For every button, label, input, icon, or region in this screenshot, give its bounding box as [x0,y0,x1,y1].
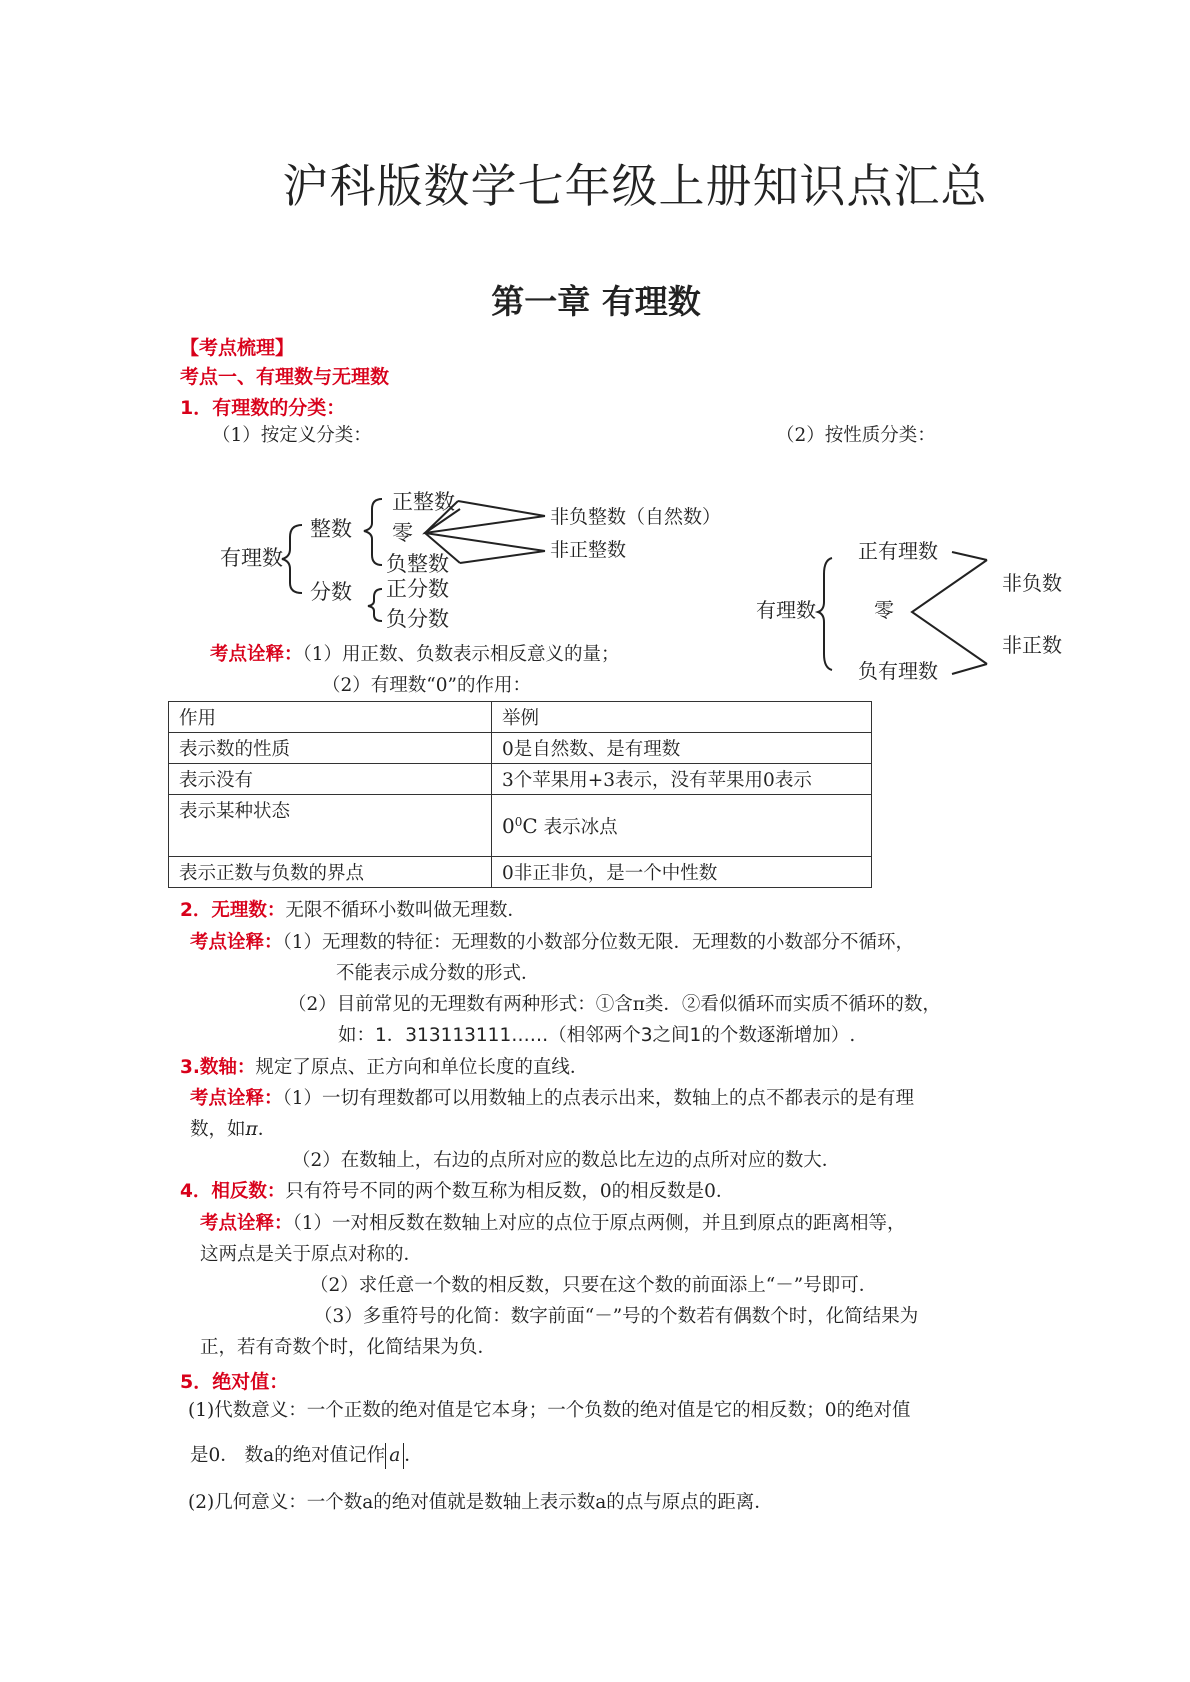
diag2-link-3 [952,664,987,674]
diag1-zero: 零 [392,521,413,545]
item3-text: 规定了原点、正方向和单位长度的直线． [255,1057,589,1078]
item2-heading: 2．无理数： [180,900,286,921]
item5-p1b [190,1443,423,1469]
table-cell: 表示某种状态 [169,795,492,857]
note1-text1: （1）用正数、负数表示相反意义的量； [302,644,620,665]
item2-note1a: （1）无理数的特征：无理数的小数部分位数无限．无理数的小数部分不循环， [282,932,915,953]
diag2-nonnegative: 非负数 [1002,571,1062,595]
table-row [169,857,872,888]
note-label: 考点诠释： [190,1088,283,1109]
item2-note2b-post: （相邻两个 [548,1025,641,1046]
temperature-zero: 0 [502,813,515,838]
diag1-root: 有理数 [220,546,283,570]
item1-heading: 1．有理数的分类： [180,397,346,419]
zero-function-table [168,701,872,888]
item5-p1b-text: 是0． 数a的绝对值记作 [190,1445,386,1466]
table-cell: 表示正数与负数的界点 [169,857,492,888]
item3-note2: （2）在数轴上，右边的点所对应的数总比左边的点所对应的数大． [292,1150,841,1171]
diag1-nonpositive-integer: 非正整数 [550,539,627,561]
item5-p2: (2)几何意义：一个数a的绝对值就是数轴上表示数a的点与原点的距离． [188,1492,773,1513]
item2-note2b-number: 1．313113111…… [375,1025,549,1046]
item2-note2a: （2）目前常见的无理数有两种形式：①含π类．②看似循环而实质不循环的数， [288,994,941,1015]
item4-note1-line [200,1211,906,1237]
diag1-nonnegative-integer: 非负整数（自然数） [550,506,722,528]
diag2-root: 有理数 [756,598,816,622]
freezing-point-text: 表示冰点 [543,816,618,838]
table-row [169,733,872,764]
item5-p1a: (1)代数意义：一个正数的绝对值是它本身；一个负数的绝对值是它的相反数；0的绝对值 [188,1400,911,1421]
table-cell: 表示没有 [169,764,492,795]
item4-line [180,1179,734,1205]
diag1-fraction-brace [368,589,382,621]
item3-note1c: ． [257,1119,277,1140]
table-row [169,764,872,795]
note-label: 考点诠释： [200,1213,293,1234]
diag1-negative-fraction: 负分数 [386,607,449,631]
diag2-nonpositive: 非正数 [1002,633,1062,657]
item2-note2b-end: 的个数逐渐增加）. [701,1025,856,1046]
item3-heading: 3.数轴： [180,1057,256,1078]
diag1-link-1 [458,501,545,516]
item4-note3a: （3）多重符号的化简：数字前面“－”号的个数若有偶数个时，化简结果为 [314,1306,919,1327]
diag2-link-1 [912,560,987,664]
item2-note1b: 不能表示成分数的形式． [336,963,540,984]
diag1-integer: 整数 [310,517,352,541]
item3-line [180,1055,588,1081]
table-cell [492,795,872,857]
note-label: 考点诠释： [190,932,283,953]
pi-symbol: π [245,1119,258,1140]
classification-by-definition-label: （1）按定义分类： [212,425,372,446]
diag1-positive-integer: 正整数 [392,490,455,514]
diag1-negative-integer: 负整数 [386,552,449,576]
table-header-function: 作用 [169,702,492,733]
diag2-negative-rational: 负有理数 [858,659,938,680]
table-cell: 0是自然数、是有理数 [492,733,872,764]
diag1-fraction: 分数 [310,580,352,604]
classification-by-property-label: （2）按性质分类： [776,425,936,446]
diag1-integer-brace [364,499,382,565]
item2-text: 无限不循环小数叫做无理数． [285,900,526,921]
section-header: 【考点梳理】 [180,337,295,359]
item4-note1a: （1）一对相反数在数轴上对应的点位于原点两侧，并且到原点的距离相等， [292,1213,906,1234]
diag2-zero: 零 [874,598,894,622]
item2-line [180,898,526,924]
property-classification-diagram [752,530,1092,680]
table-cell: 3个苹果用+3表示，没有苹果用0表示 [492,764,872,795]
item5-heading: 5．绝对值： [180,1371,289,1393]
note-label: 考点诠释： [210,644,303,665]
item3-note1-line [190,1086,914,1112]
item2-note2b-three: 3 [640,1025,653,1046]
table-header-row [169,702,872,733]
item2-note1-line [190,930,914,956]
document-title: 沪科版数学七年级上册知识点汇总 [282,159,988,213]
topic-heading: 考点一、有理数与无理数 [180,366,390,388]
diag2-positive-rational: 正有理数 [858,539,938,563]
chapter-title: 第一章 有理数 [491,282,701,321]
diag1-positive-fraction: 正分数 [386,577,449,601]
diag2-link-2 [952,552,987,560]
item2-note2b [338,1023,855,1049]
item4-note2: （2）求任意一个数的相反数，只要在这个数的前面添上“－”号即可． [310,1275,878,1296]
table-row [169,795,872,857]
diag1-link-4 [460,551,545,563]
table-cell: 表示数的性质 [169,733,492,764]
note1-line2: （2）有理数“0”的作用： [322,675,531,696]
diag2-root-brace [818,558,832,670]
item2-note2b-pre: 如： [338,1025,376,1046]
item5-p1c: ． [404,1445,423,1466]
item2-note2b-mid: 之间 [652,1025,690,1046]
absolute-value-notation: a [385,1443,404,1469]
temperature-unit: C [522,813,538,838]
item2-note2b-one: 1 [689,1025,702,1046]
item3-note1b [190,1117,276,1143]
item4-note1b: 这两点是关于原点对称的． [200,1244,423,1265]
table-cell: 0非正非负，是一个中性数 [492,857,872,888]
temperature-degree: 0 [514,814,523,829]
item3-note1b-text: 数，如 [190,1119,246,1140]
item4-note3b: 正，若有奇数个时，化简结果为负． [200,1337,497,1358]
item3-note1a: （1）一切有理数都可以用数轴上的点表示出来，数轴上的点不都表示的是有理 [282,1088,915,1109]
definition-classification-diagram [210,485,750,635]
table-header-example: 举例 [492,702,872,733]
item4-text: 只有符号不同的两个数互称为相反数，0的相反数是0． [285,1181,735,1202]
note1-line1 [210,642,620,668]
item4-heading: 4．相反数： [180,1181,286,1202]
diag1-root-brace [282,525,302,593]
